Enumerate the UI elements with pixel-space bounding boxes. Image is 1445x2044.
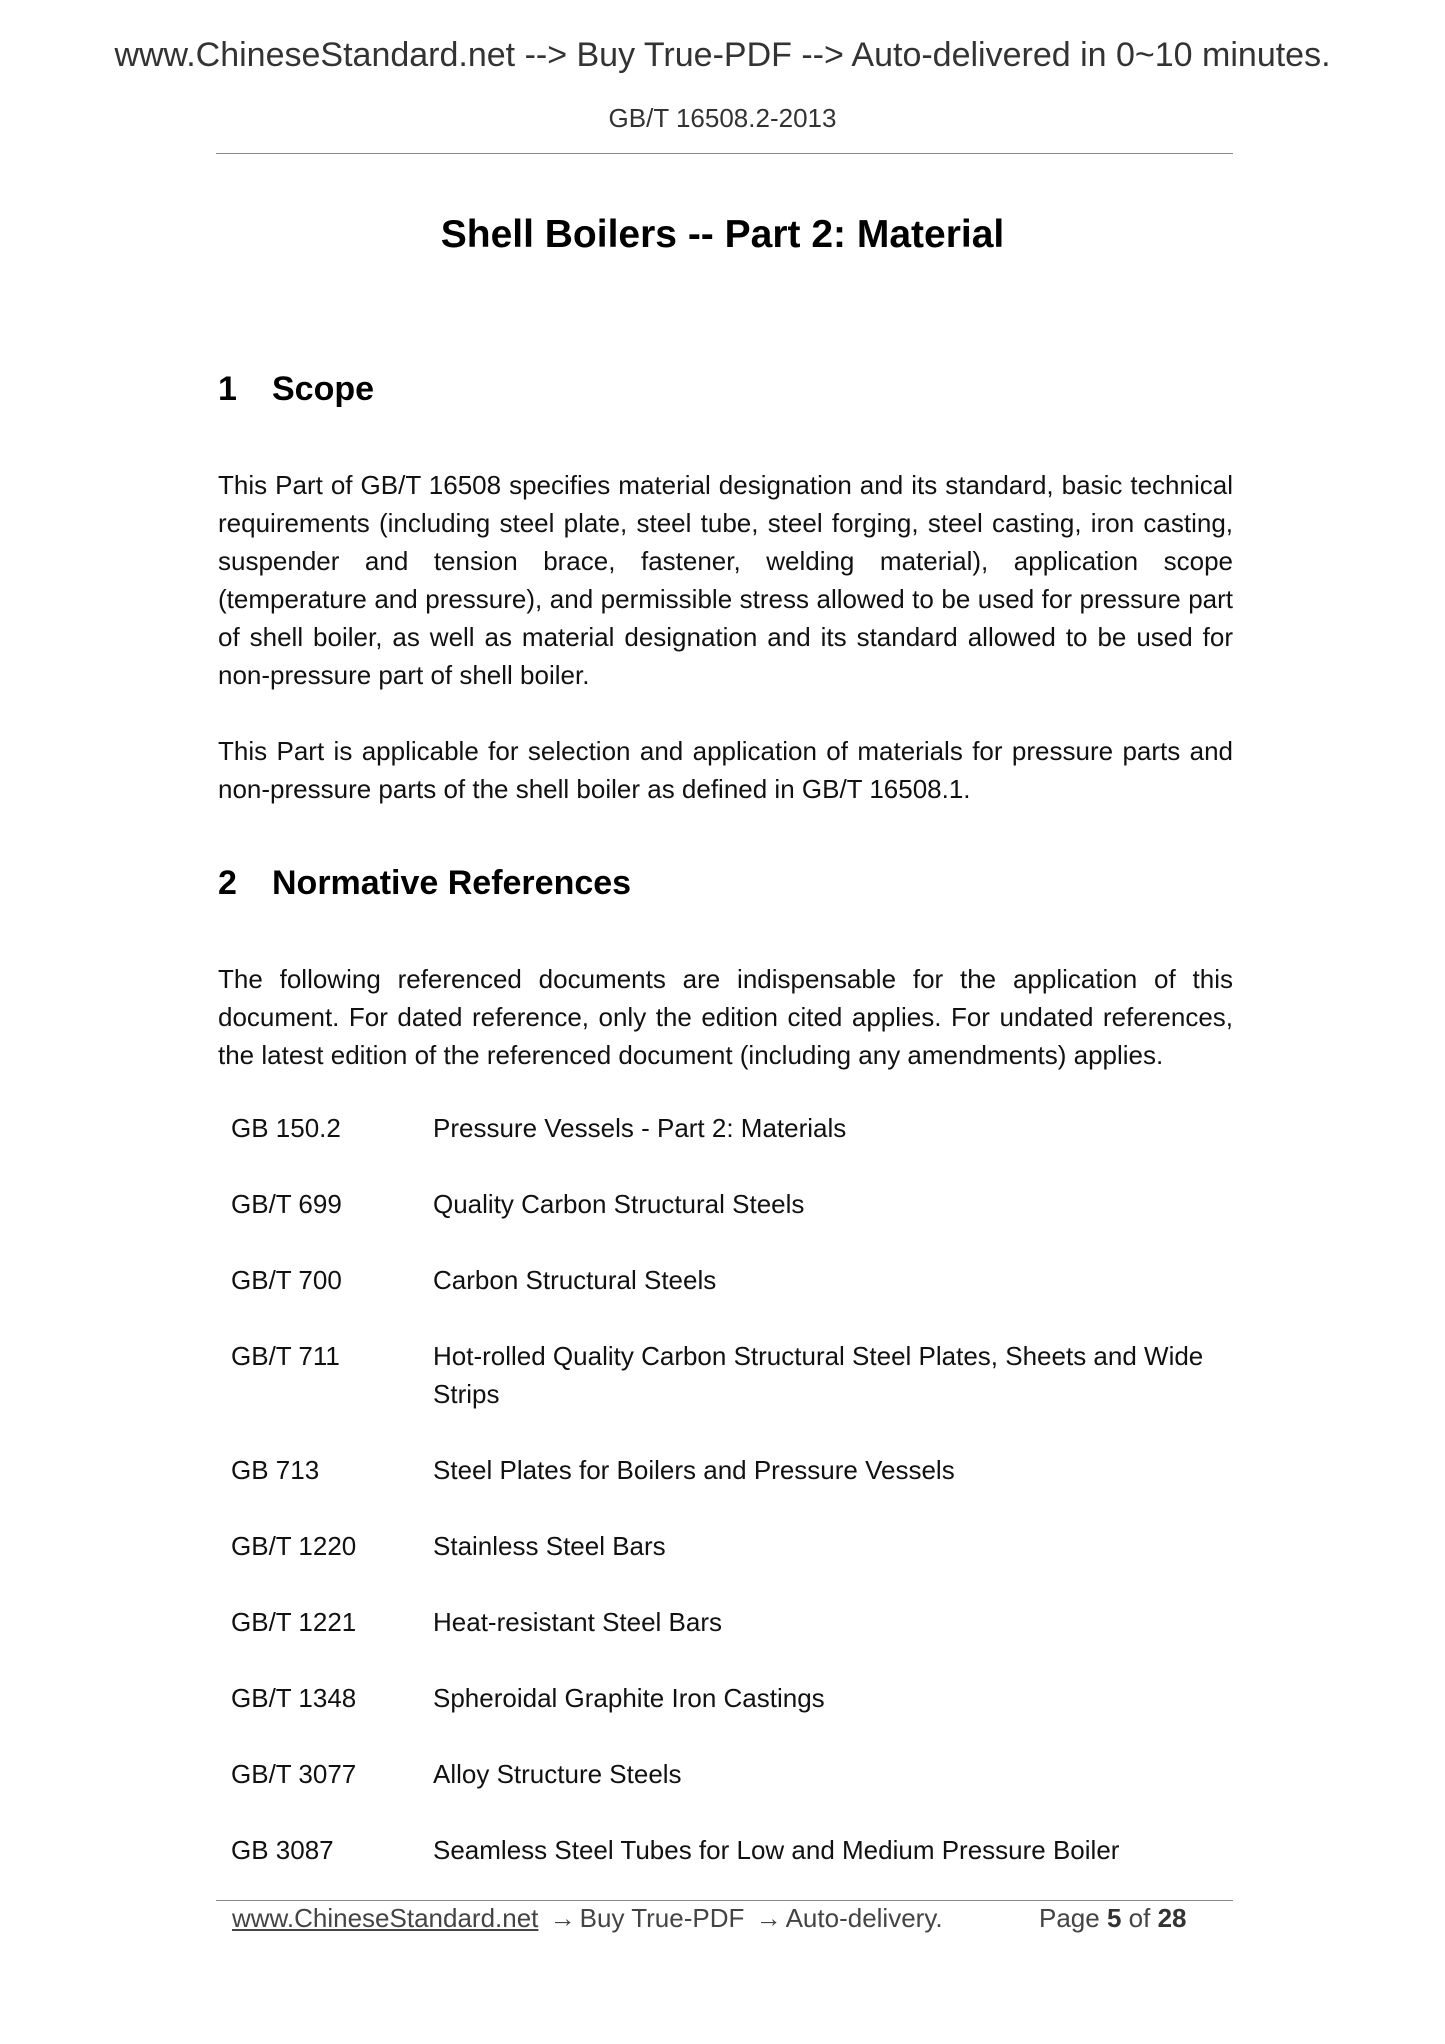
reference-code: GB/T 711 <box>231 1341 340 1371</box>
page-number: 5 <box>1106 1903 1122 1933</box>
reference-row <box>231 1603 1233 1641</box>
reference-code: GB/T 1221 <box>231 1607 357 1637</box>
section-number: 1 <box>218 370 237 408</box>
arrow-right-icon: → <box>549 1903 576 1933</box>
references-intro-paragraph: The following referenced documents are indispensable for the application of this document. For dated reference, only the edition cited applies. For undated references, the latest edition of the referenced document (including any amendments) applies. <box>218 964 1233 1070</box>
reference-title: Quality Carbon Structural Steels <box>433 1189 805 1219</box>
reference-title: Stainless Steel Bars <box>433 1531 666 1561</box>
reference-title: Steel Plates for Boilers and Pressure Vessels <box>433 1455 955 1485</box>
reference-code: GB 3087 <box>231 1835 334 1865</box>
reference-title: Carbon Structural Steels <box>433 1265 717 1295</box>
document-title: Shell Boilers -- Part 2: Material <box>440 213 1005 256</box>
header-divider <box>216 153 1233 154</box>
top-banner: www.ChineseStandard.net --> Buy True-PDF --> Auto-delivered in 0~10 minutes. <box>114 36 1331 74</box>
reference-row <box>231 1337 1233 1413</box>
page-indicator <box>1039 1896 1187 1940</box>
standard-code: GB/T 16508.2-2013 <box>608 103 837 133</box>
section-heading-normative-references <box>218 864 631 903</box>
reference-code: GB/T 3077 <box>231 1759 357 1789</box>
reference-code: GB 150.2 <box>231 1113 341 1143</box>
reference-title: Pressure Vessels - Part 2: Materials <box>433 1113 847 1143</box>
reference-code: GB 713 <box>231 1455 320 1485</box>
reference-title: Seamless Steel Tubes for Low and Medium Pressure Boiler <box>433 1835 1120 1865</box>
reference-title: Heat-resistant Steel Bars <box>433 1607 723 1637</box>
reference-title: Alloy Structure Steels <box>433 1759 682 1789</box>
scope-paragraph: This Part is applicable for selection and application of materials for pressure parts and non-pressure parts of the shell boiler as defined in GB/T 16508.1. <box>218 736 1233 804</box>
reference-title: Spheroidal Graphite Iron Castings <box>433 1683 825 1713</box>
scope-paragraph: This Part of GB/T 16508 specifies material designation and its standard, basic technical requirements (including steel plate, steel tube, steel forging, steel casting, iron casting, suspender and tension brace, fastener, welding material), application scope (temperature and pressure), and permissible stress allowed to be used for pressure part of shell boiler, as well as material designation and its standard allowed to be used for non-pressure part of shell boiler. <box>218 470 1233 690</box>
footer-delivery-text: Auto-delivery. <box>785 1903 943 1933</box>
page-label: Page <box>1039 1903 1100 1933</box>
reference-row <box>231 1831 1233 1869</box>
page-footer <box>232 1896 1232 1940</box>
reference-code: GB/T 1220 <box>231 1531 357 1561</box>
reference-title: Hot-rolled Quality Carbon Structural Steel Plates, Sheets and Wide Strips <box>433 1341 1204 1409</box>
footer-buy-text: Buy True-PDF <box>579 1903 745 1933</box>
arrow-right-icon: → <box>755 1903 782 1933</box>
reference-row <box>231 1527 1233 1565</box>
reference-row <box>231 1451 1233 1489</box>
of-label: of <box>1128 1903 1151 1933</box>
reference-row <box>231 1261 1233 1299</box>
footer-promo <box>232 1896 943 1940</box>
reference-row <box>231 1755 1233 1793</box>
reference-list <box>231 1109 1233 1907</box>
reference-code: GB/T 1348 <box>231 1683 357 1713</box>
section-title: Scope <box>272 370 375 408</box>
reference-row <box>231 1109 1233 1147</box>
total-pages: 28 <box>1157 1903 1187 1933</box>
section-number: 2 <box>218 864 237 902</box>
section-title: Normative References <box>272 864 632 902</box>
footer-site-link[interactable]: www.ChineseStandard.net <box>232 1903 539 1933</box>
reference-code: GB/T 699 <box>231 1189 342 1219</box>
section-heading-scope <box>218 370 374 409</box>
reference-row <box>231 1679 1233 1717</box>
reference-code: GB/T 700 <box>231 1265 342 1295</box>
reference-row <box>231 1185 1233 1223</box>
